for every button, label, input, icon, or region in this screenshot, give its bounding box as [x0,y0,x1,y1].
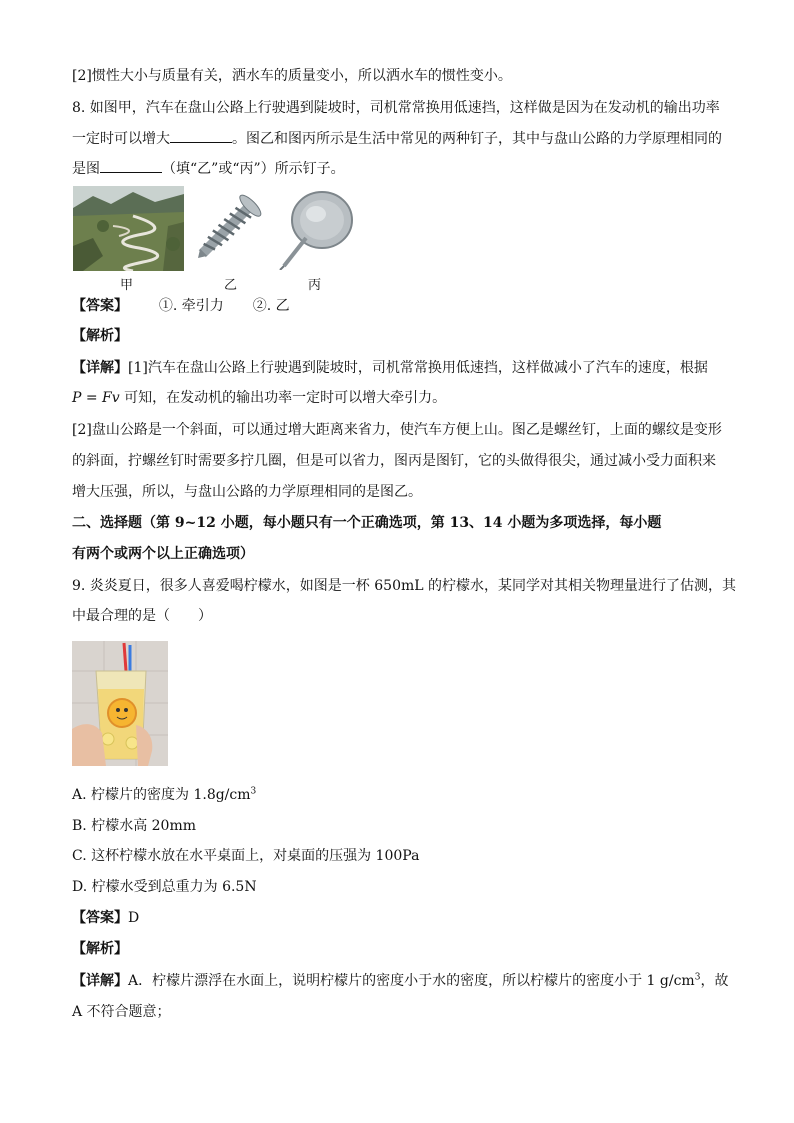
q9-option-a-text: A. 柠檬片的密度为 1.8g/cm [72,787,251,803]
section-2-heading-line1: 二、选择题（第 9~12 小题，每小题只有一个正确选项，第 13、14 小题为多项选择，每小题 [72,515,662,531]
q8-detail-line3: [2]盘山公路是一个斜面，可以通过增大距离来省力，使汽车方便上山。图乙是螺丝钉，上面的螺纹是变形 [72,422,722,438]
q8-detail-line2 [72,388,446,408]
q8-stem-line2 [72,128,722,149]
q8-detail-line5: 增大压强，所以，与盘山公路的力学原理相同的是图乙。 [72,484,422,500]
thumbtack-image [270,188,356,270]
q9-option-c: C. 这杯柠檬水放在水平桌面上，对桌面的压强为 100Pa [72,848,420,864]
power-formula: P = Fv [72,390,120,406]
q9-option-a-sup: 3 [250,786,257,797]
q9-stem-line1: 9. 炎炎夏日，很多人喜爱喝柠檬水，如图是一杯 650mL 的柠檬水，某同学对其相关物理量进行了估测，其 [72,578,736,594]
q9-answer: D [128,910,140,926]
figure-label-jia: 甲 [120,278,134,293]
q8-stem-line1: 8. 如图甲，汽车在盘山公路上行驶遇到陡坡时，司机常常换用低速挡，这样做是因为在发动机的输出功率 [72,100,720,116]
q8-detail-text2: 可知，在发动机的输出功率一定时可以增大牵引力。 [124,390,447,406]
figure-label-bing: 丙 [308,278,322,293]
answer-tag: 【答案】 [72,298,128,314]
q8-stem-line3b: （填“乙”或“丙”）所示钉子。 [162,161,345,177]
q9-detail-sup: 3 [694,972,701,983]
q9-detail-line2: A 不符合题意； [72,1004,171,1020]
figure-label-yi: 乙 [224,278,238,293]
analysis-tag: 【解析】 [72,328,128,344]
section-2-heading-line2: 有两个或两个以上正确选项） [72,546,254,562]
q9-detail-text1: A．柠檬片漂浮在水面上，说明柠檬片的密度小于水的密度，所以柠檬片的密度小于 1 g/cm [128,973,695,989]
q8-answer-2: ②. 乙 [252,298,290,314]
screw-image [186,188,268,270]
detail-tag: 【详解】 [72,360,128,376]
q8-detail-text1: [1]汽车在盘山公路上行驶遇到陡坡时，司机常常换用低速挡，这样做减小了汽车的速度，根据 [128,360,708,376]
q9-detail-tag: 【详解】 [72,973,128,989]
q9-option-b: B. 柠檬水高 20mm [72,818,197,834]
q9-answer-line [72,908,139,928]
q9-option-d: D. 柠檬水受到总重力为 6.5N [72,879,257,895]
q9-option-a [72,785,256,805]
q8-detail-line1 [72,358,708,378]
q8-stem-line2b: 。图乙和图丙所示是生活中常见的两种钉子，其中与盘山公路的力学原理相同的 [232,131,722,147]
q9-analysis-tag: 【解析】 [72,941,128,957]
q9-detail-line1 [72,971,728,991]
answer-blank-1 [170,128,232,143]
lemonade-cup-photo [72,641,168,766]
answer-blank-2 [100,158,162,173]
q8-detail-line4: 的斜面，拧螺丝钉时需要多拧几圈，但是可以省力，图丙是图钉，它的头做得很尖，通过减小受力面积来 [72,453,716,469]
q8-stem-line3a: 是图 [72,161,100,177]
q9-answer-tag: 【答案】 [72,910,128,926]
q8-stem-line3 [72,158,345,179]
q7-explain-2: [2]惯性大小与质量有关，洒水车的质量变小，所以洒水车的惯性变小。 [72,68,512,84]
q9-detail-text1-end: ，故 [700,973,729,989]
mountain-road-photo [73,186,184,271]
q8-answer-1: ①. 牵引力 [158,298,224,314]
q9-stem-line2: 中最合理的是（ ） [72,608,212,624]
q8-stem-line2a: 一定时可以增大 [72,131,170,147]
q8-answer-line [72,296,290,316]
